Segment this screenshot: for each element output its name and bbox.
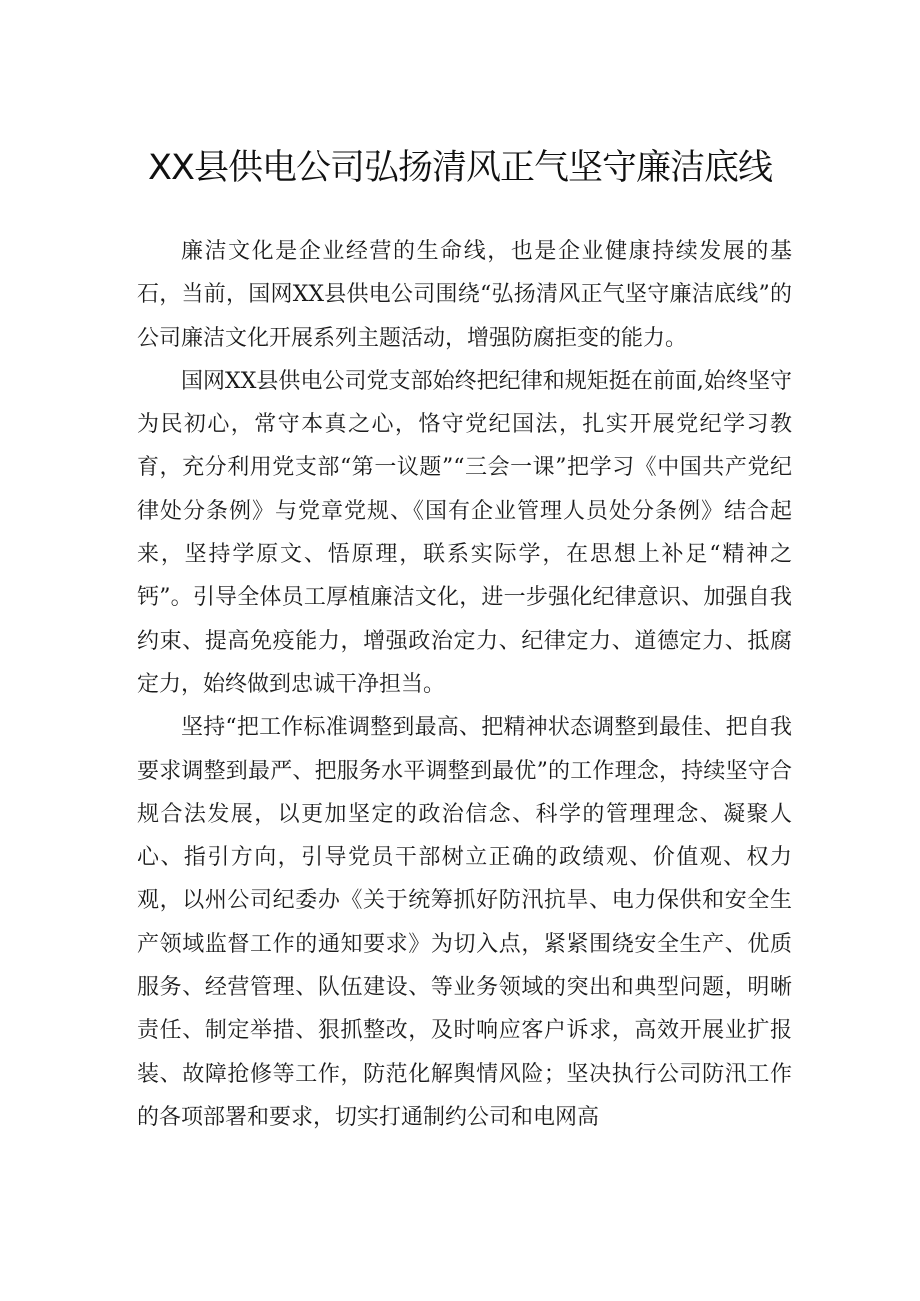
paragraph-work-philosophy: 坚持“把工作标准调整到最高、把精神状态调整到最佳、把自我要求调整到最严、把服务水平调整到最优”的工作理念，持续坚守合规合法发展，以更加坚定的政治信念、科学的管理理念、凝聚人心、指引方向，引导党员干部树立正确的政绩观、价值观、权力观，以州公司纪委办《关于统筹抓好防汛抗旱、电力保供和安全生产领域监督工作的通知要求》为切入点，紧紧围绕安全生产、优质服务、经营管理、队伍建设、等业务领域的突出和典型问题，明晰责任、制定举措、狠抓整改，及时响应客户诉求，高效开展业扩报装、故障抢修等工作，防范化解舆情风险；坚决执行公司防汛工作的各项部署和要求，切实打通制约公司和电网高 <box>137 715 792 1130</box>
document-body <box>137 230 792 1139</box>
document-title: XX县供电公司弘扬清风正气坚守廉洁底线 <box>148 148 772 188</box>
paragraph-intro: 廉洁文化是企业经营的生命线，也是企业健康持续发展的基石，当前，国网XX县供电公司围绕“弘扬清风正气坚守廉洁底线”的公司廉洁文化开展系列主题活动，增强防腐拒变的能力。 <box>137 239 792 351</box>
paragraph-party-discipline: 国网XX县供电公司党支部始终把纪律和规矩挺在前面,始终坚守为民初心，常守本真之心，恪守党纪国法，扎实开展党纪学习教育，充分利用党支部“第一议题”“三会一课”把学习《中国共产党纪律处分条例》与党章党规、《国有企业管理人员处分条例》结合起来，坚持学原文、悟原理，联系实际学，在思想上补足“精神之钙”。引导全体员工厚植廉洁文化，进一步强化纪律意识、加强自我约束、提高免疫能力，增强政治定力、纪律定力、道德定力、抵腐定力，始终做到忠诚干净担当。 <box>137 368 792 697</box>
